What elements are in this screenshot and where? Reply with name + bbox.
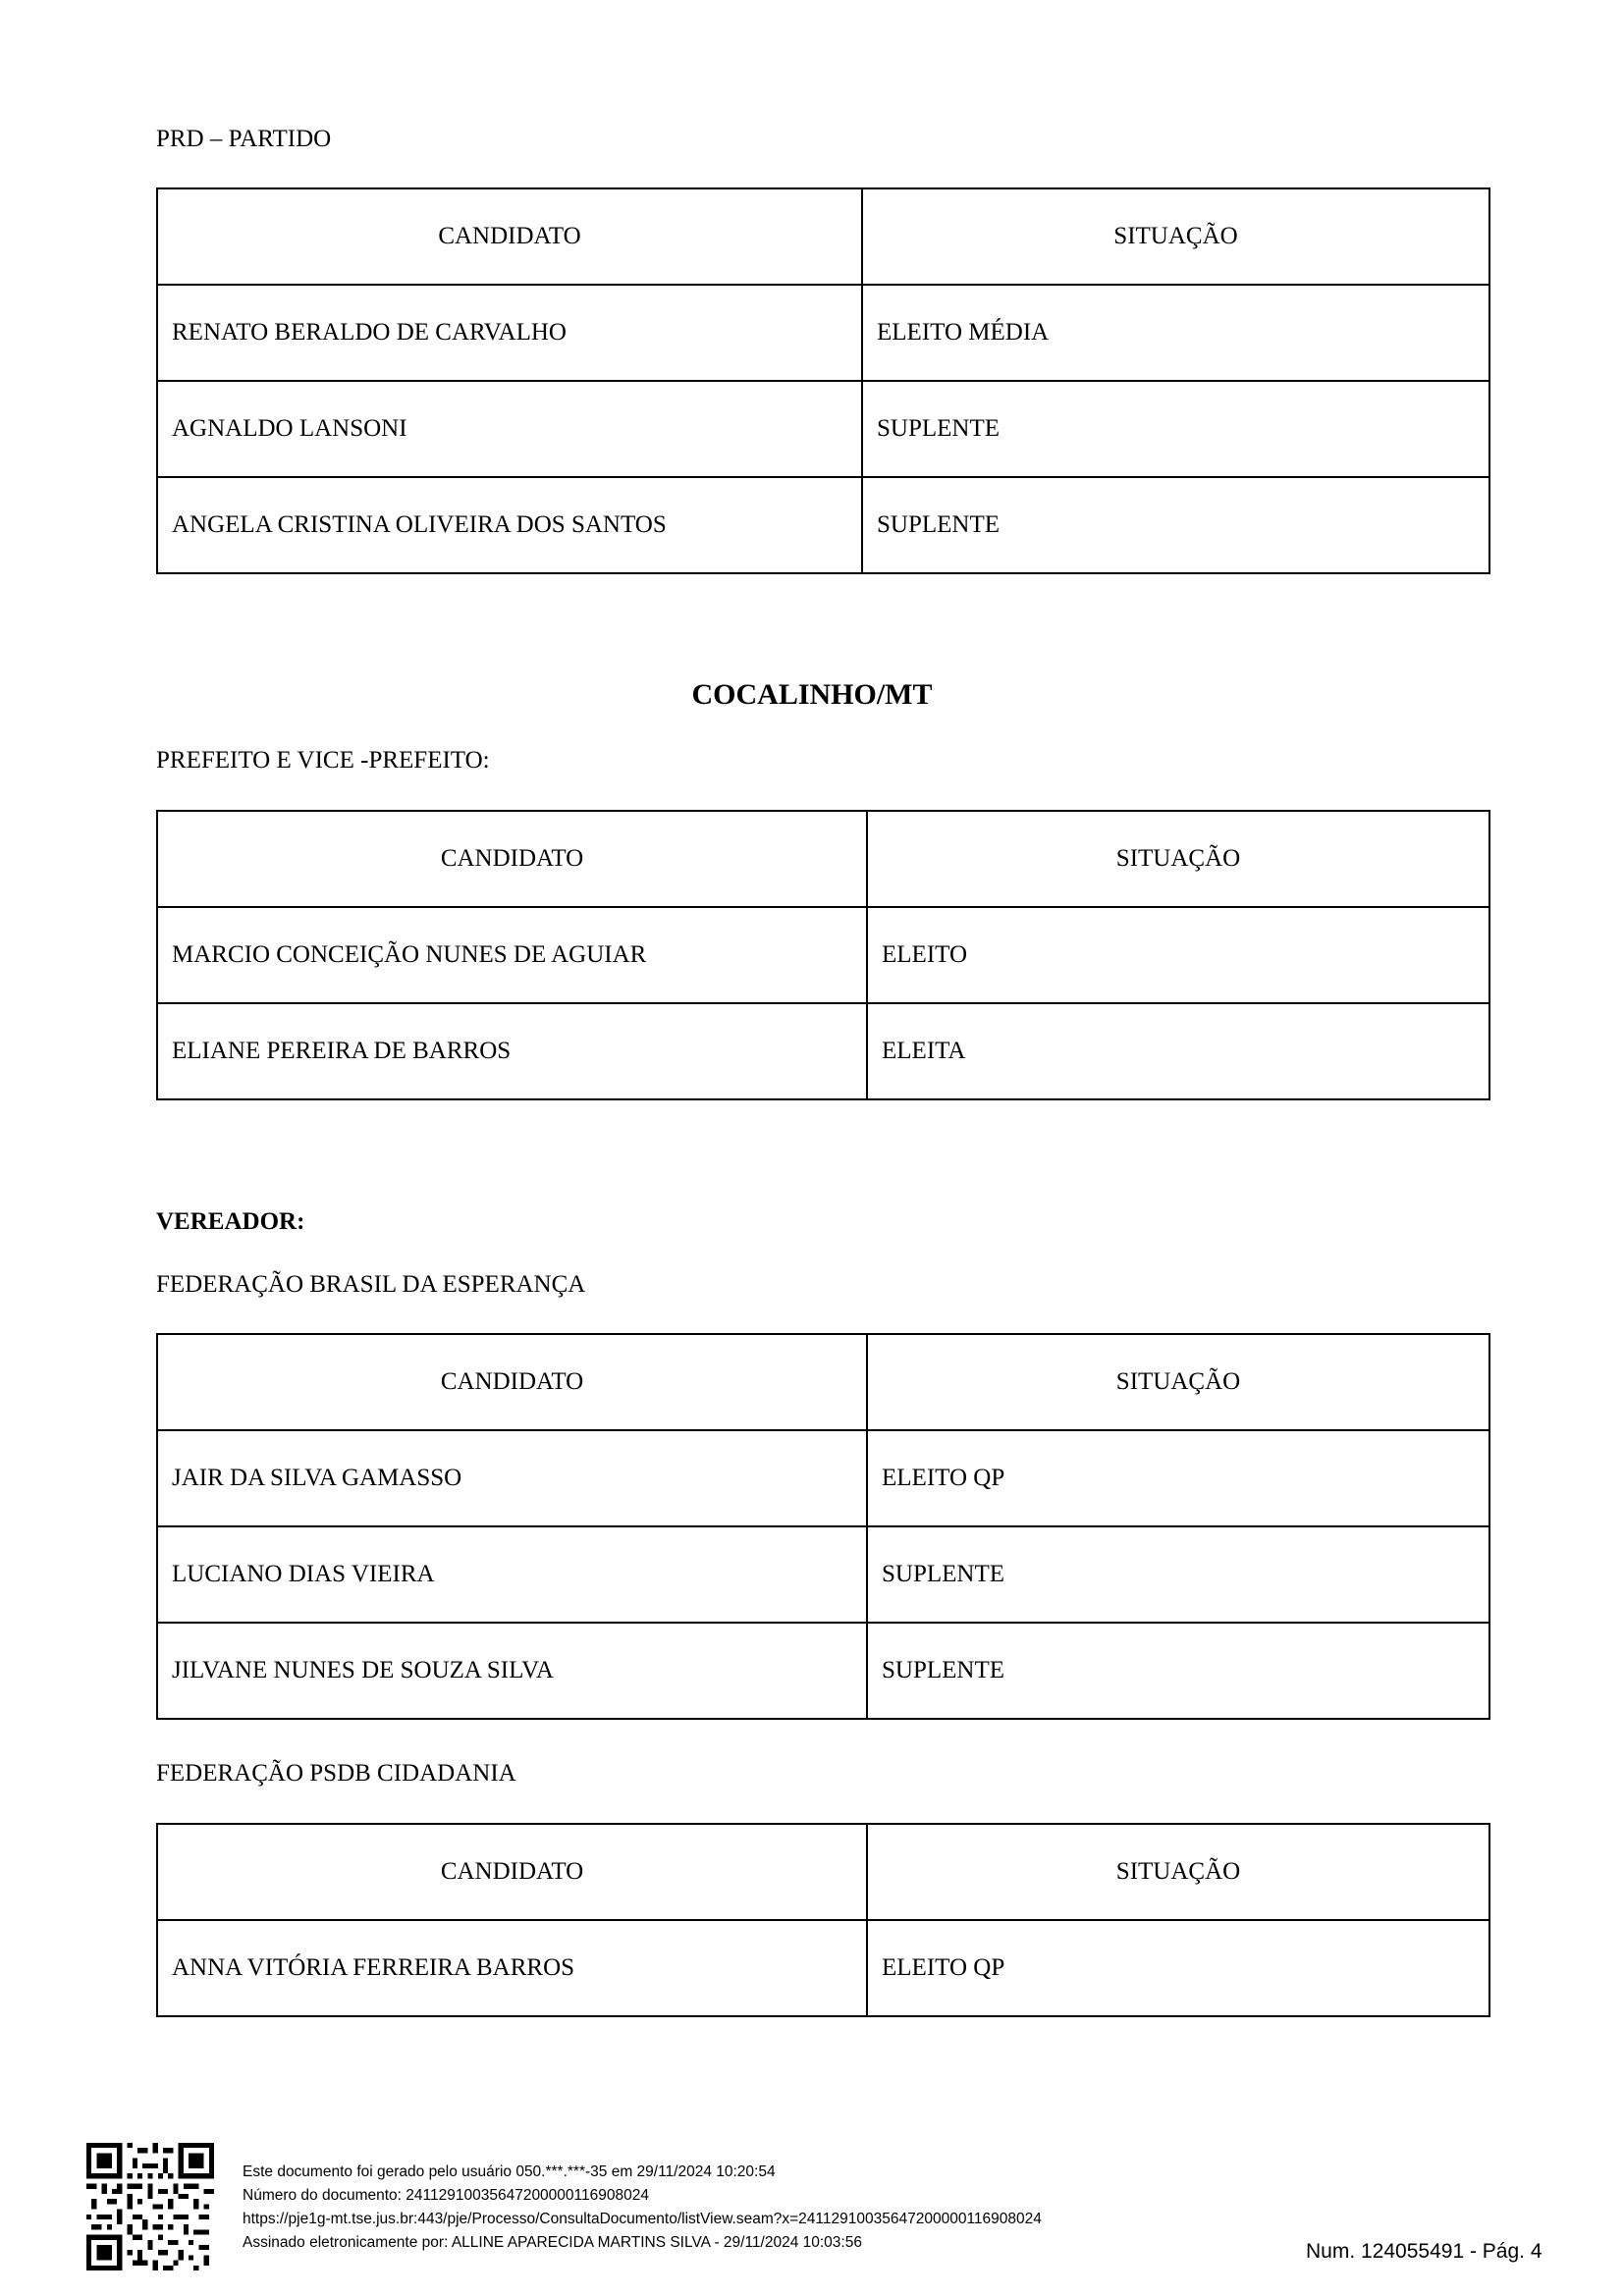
candidate-status: ELEITO QP [867,1430,1489,1526]
table-header-row [157,811,1489,907]
table-header-row [157,188,1489,285]
qr-code-icon [86,2143,214,2270]
party-label-prd: PRD – PARTIDO [156,126,332,152]
page-number: Num. 124055491 - Pág. 4 [1306,2240,1543,2263]
table-header-row [157,1824,1489,1920]
header-situacao: SITUAÇÃO [862,188,1489,285]
candidate-status: ELEITO [867,907,1489,1003]
table-header-row [157,1334,1489,1430]
table-row [157,907,1489,1003]
table-row [157,1623,1489,1719]
footer-signature: Assinado eletronicamente por: ALLINE APARECIDA MARTINS SILVA - 29/11/2024 10:03:56 [243,2234,862,2251]
footer-generated-by: Este documento foi gerado pelo usuário 050.***.***-35 em 29/11/2024 10:20:54 [243,2163,776,2180]
table-row [157,1920,1489,2016]
candidate-name: AGNALDO LANSONI [157,381,862,477]
table-row [157,285,1489,381]
brasil-esperanca-table [156,1333,1490,1720]
psdb-cidadania-table [156,1823,1490,2017]
candidate-name: MARCIO CONCEIÇÃO NUNES DE AGUIAR [157,907,867,1003]
candidate-name: RENATO BERALDO DE CARVALHO [157,285,862,381]
candidate-name: LUCIANO DIAS VIEIRA [157,1526,867,1623]
table-row [157,1430,1489,1526]
prefeito-table [156,810,1490,1100]
candidate-name: ANGELA CRISTINA OLIVEIRA DOS SANTOS [157,477,862,573]
candidate-status: ELEITO QP [867,1920,1489,2016]
candidate-status: SUPLENTE [862,381,1489,477]
header-situacao: SITUAÇÃO [867,1824,1489,1920]
table-row [157,381,1489,477]
table-row [157,1003,1489,1099]
city-heading: COCALINHO/MT [691,678,933,711]
candidate-status: SUPLENTE [867,1526,1489,1623]
header-candidato: CANDIDATO [157,1824,867,1920]
table-row [157,477,1489,573]
party-label-brasil-esperanca: FEDERAÇÃO BRASIL DA ESPERANÇA [156,1271,586,1298]
footer-document-number: Número do documento: 24112910035647200000116908024 [243,2187,649,2204]
candidate-name: ELIANE PEREIRA DE BARROS [157,1003,867,1099]
prefeito-label: PREFEITO E VICE -PREFEITO: [156,747,490,774]
candidate-name: JAIR DA SILVA GAMASSO [157,1430,867,1526]
candidate-status: SUPLENTE [862,477,1489,573]
header-situacao: SITUAÇÃO [867,811,1489,907]
prd-table [156,187,1490,574]
candidate-status: ELEITO MÉDIA [862,285,1489,381]
header-candidato: CANDIDATO [157,188,862,285]
vereador-label: VEREADOR: [156,1208,305,1235]
header-candidato: CANDIDATO [157,811,867,907]
header-candidato: CANDIDATO [157,1334,867,1430]
footer-document-link[interactable]: https://pje1g-mt.tse.jus.br:443/pje/Processo/ConsultaDocumento/listView.seam?x=24112910035647200000116908024 [243,2211,1042,2227]
header-situacao: SITUAÇÃO [867,1334,1489,1430]
party-label-psdb-cidadania: FEDERAÇÃO PSDB CIDADANIA [156,1760,516,1787]
candidate-status: ELEITA [867,1003,1489,1099]
candidate-name: JILVANE NUNES DE SOUZA SILVA [157,1623,867,1719]
table-row [157,1526,1489,1623]
candidate-status: SUPLENTE [867,1623,1489,1719]
candidate-name: ANNA VITÓRIA FERREIRA BARROS [157,1920,867,2016]
